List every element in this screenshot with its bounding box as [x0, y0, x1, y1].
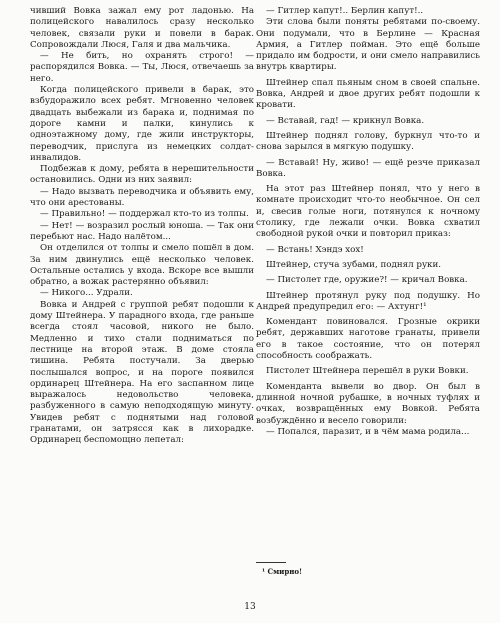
paragraph: — Попался, паразит, и в чём мама родила...	[266, 426, 470, 437]
paragraph: Штейнер, стуча зубами, поднял руки.	[266, 259, 442, 270]
paragraph: Комендант повиновался. Грозные окрики ребят, державших наготове гранаты, привели его в такое состояние, что он потерял способность соображать.	[256, 317, 480, 362]
paragraph: Штейнер поднял голову, буркнул что-то и снова зарылся в мягкую подушку.	[256, 130, 480, 153]
footnote: ¹ Смирно!	[262, 567, 303, 576]
paragraph: — Нет! — возразил рослый юноша. — Так они перебьют нас. Надо налётом...	[30, 220, 254, 242]
paragraph: чивший Вовка зажал ему рот ладонью. На полицейского навалилось сразу несколько человек, связали руки и повели в барак. Сопровождали Люся, Галя и два мальчика.	[30, 6, 254, 50]
paragraph: Коменданта вывели во двор. Он был в длинной ночной рубашке, в ночных туфлях и очках, возвращённых ему Вовкой. Ребята возбуждённо и весело говорили:	[256, 381, 480, 426]
paragraph: — Вставай, гад! — крикнул Вовка.	[266, 115, 425, 126]
paragraph: Вовка и Андрей с группой ребят подошли к дому Штейнера. У парадного входа, где раньше всегда стоял часовой, никого не было. Медленно и тихо стали подниматься по лестнице на второй этаж. В доме стояла тишина. Ребята постучали. За дверью послышался вопрос, и на пороге появился ординарец Штейнера. На его заспанном лице выражалось недовольство человека, разбуженного в самую неподходящую минуту. Увидев ребят с поднятыми над головой гранатами, он затрясся как в лихорадке. Ординарец беспомощно лепетал:	[30, 299, 254, 446]
paragraph: Штейнер спал пьяным сном в своей спальне. Вовка, Андрей и двое других ребят подошли к кровати.	[256, 77, 480, 111]
footnote-divider	[256, 562, 286, 563]
paragraph: Когда полицейского привели в барак, это взбудоражило всех ребят. Мгновенно человек двадцать выбежали из барака и, поднимая по дороге камни и палки, кинулись к одноэтажному дому, где жили инструкторы, переводчик, прислуга из немецких солдат-инвалидов.	[30, 85, 254, 163]
paragraph: — Пистолет где, оружие?! — кричал Вовка.	[266, 275, 468, 286]
paragraph: Он отделился от толпы и смело пошёл в дом. За ним двинулись ещё несколько человек. Остальные остались у входа. Вскоре все вышли обратно, а вожак растерянно объявил:	[30, 243, 254, 288]
paragraph: — Встань! Хэндэ хох!	[266, 244, 364, 255]
paragraph: Подбежав к дому, ребята в нерешительности остановились. Одни из них заявил:	[30, 164, 254, 186]
right-text-column	[256, 6, 480, 438]
paragraph: — Никого... Удрали.	[40, 288, 133, 299]
paragraph: Эти слова были поняты ребятами по-своему. Они подумали, что в Берлине — Красная Армия, а Гитлер пойман. Это ещё больше придало им бодрости, и они смело направились внутрь квартиры.	[256, 17, 480, 73]
paragraph: На этот раз Штейнер понял, что у него в комнате происходит что-то необычное. Он сел и, свесив голые ноги, потянулся к ночному столику, где лежали очки. Вовка схватил свободной рукой очки и повторил приказ:	[256, 184, 480, 240]
paragraph: Пистолет Штейнера перешёл в руки Вовки.	[266, 366, 469, 377]
paragraph: — Правильно! — поддержал кто-то из толпы.	[40, 209, 249, 220]
paragraph: — Вставай! Ну, живо! — ещё резче приказал Вовка.	[256, 157, 480, 179]
paragraph: Штейнер протянул руку под подушку. Но Андрей предупредил его: — Ахтунг!¹	[256, 290, 480, 312]
paragraph: — Не бить, но охранять строго! — распорядился Вовка. — Ты, Люся, отвечаешь за него.	[30, 51, 254, 84]
page-number: 13	[244, 602, 256, 612]
left-text-column	[30, 6, 254, 447]
paragraph: — Надо вызвать переводчика и объявить ему, что они арестованы.	[30, 186, 254, 209]
paragraph: — Гитлер капут!.. Берлин капут!..	[266, 6, 424, 16]
